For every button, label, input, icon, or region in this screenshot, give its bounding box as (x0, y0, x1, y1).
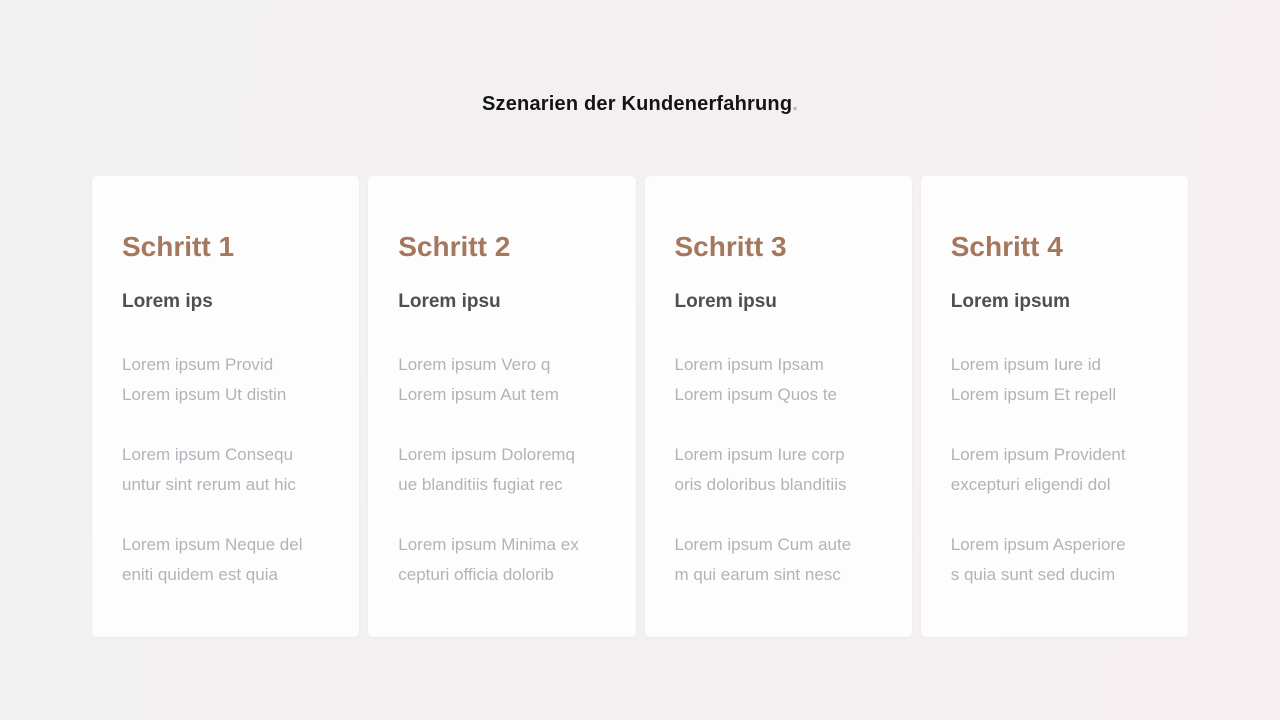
paragraph-line: Lorem ipsum Quos te (674, 385, 838, 404)
card-schritt-2 (368, 176, 635, 637)
paragraph-line: Lorem ipsum Provid (122, 355, 274, 374)
page-title-period: . (792, 93, 799, 115)
card-paragraph (122, 530, 329, 590)
paragraph-line: Lorem ipsum Ipsam (674, 355, 824, 374)
card-subtitle: Lorem ips (122, 291, 213, 312)
paragraph-line: oris doloribus blanditiis (674, 475, 847, 494)
paragraph-line: excepturi eligendi dol (950, 475, 1111, 494)
paragraph-line: Lorem ipsum Neque del (122, 535, 303, 554)
cards-row (92, 176, 1188, 637)
card-paragraph (951, 350, 1158, 410)
card-subtitle: Lorem ipsu (674, 291, 777, 312)
card-subtitle: Lorem ipsu (398, 291, 501, 312)
paragraph-line: Lorem ipsum Cum aute (674, 535, 852, 554)
card-schritt-4 (921, 176, 1188, 637)
paragraph-line: eniti quidem est quia (122, 565, 278, 584)
paragraph-line: Lorem ipsum Ut distin (122, 385, 287, 404)
paragraph-line: Lorem ipsum Doloremq (398, 445, 575, 464)
paragraph-line: Lorem ipsum Vero q (398, 355, 551, 374)
paragraph-line: untur sint rerum aut hic (122, 475, 296, 494)
card-paragraph (122, 350, 329, 410)
card-paragraph (398, 440, 605, 500)
card-step-title: Schritt 2 (398, 231, 511, 262)
paragraph-line: Lorem ipsum Iure id (950, 355, 1101, 374)
paragraph-line: s quia sunt sed ducim (950, 565, 1116, 584)
card-paragraph (675, 350, 882, 410)
card-paragraph (122, 440, 329, 500)
card-schritt-1 (92, 176, 359, 637)
card-paragraph (675, 440, 882, 500)
slide (0, 92, 1280, 720)
page-title-text: Szenarien der Kundenerfahrung (481, 93, 793, 115)
paragraph-line: Lorem ipsum Aut tem (398, 385, 559, 404)
card-paragraph (398, 530, 605, 590)
page-title (0, 92, 1280, 116)
card-paragraph (675, 530, 882, 590)
card-step-title: Schritt 4 (950, 231, 1063, 262)
paragraph-line: Lorem ipsum Consequ (122, 445, 294, 464)
card-paragraph (951, 530, 1158, 590)
paragraph-line: Lorem ipsum Minima ex (398, 535, 579, 554)
paragraph-line: m qui earum sint nesc (674, 565, 841, 584)
paragraph-line: cepturi officia dolorib (398, 565, 554, 584)
paragraph-line: Lorem ipsum Asperiore (950, 535, 1126, 554)
card-paragraph (398, 350, 605, 410)
paragraph-line: Lorem ipsum Provident (950, 445, 1126, 464)
card-schritt-3 (645, 176, 912, 637)
paragraph-line: ue blanditiis fugiat rec (398, 475, 563, 494)
paragraph-line: Lorem ipsum Et repell (950, 385, 1117, 404)
card-step-title: Schritt 1 (122, 231, 235, 262)
paragraph-line: Lorem ipsum Iure corp (674, 445, 845, 464)
card-paragraph (951, 440, 1158, 500)
card-subtitle: Lorem ipsum (950, 291, 1071, 312)
card-step-title: Schritt 3 (674, 231, 787, 262)
